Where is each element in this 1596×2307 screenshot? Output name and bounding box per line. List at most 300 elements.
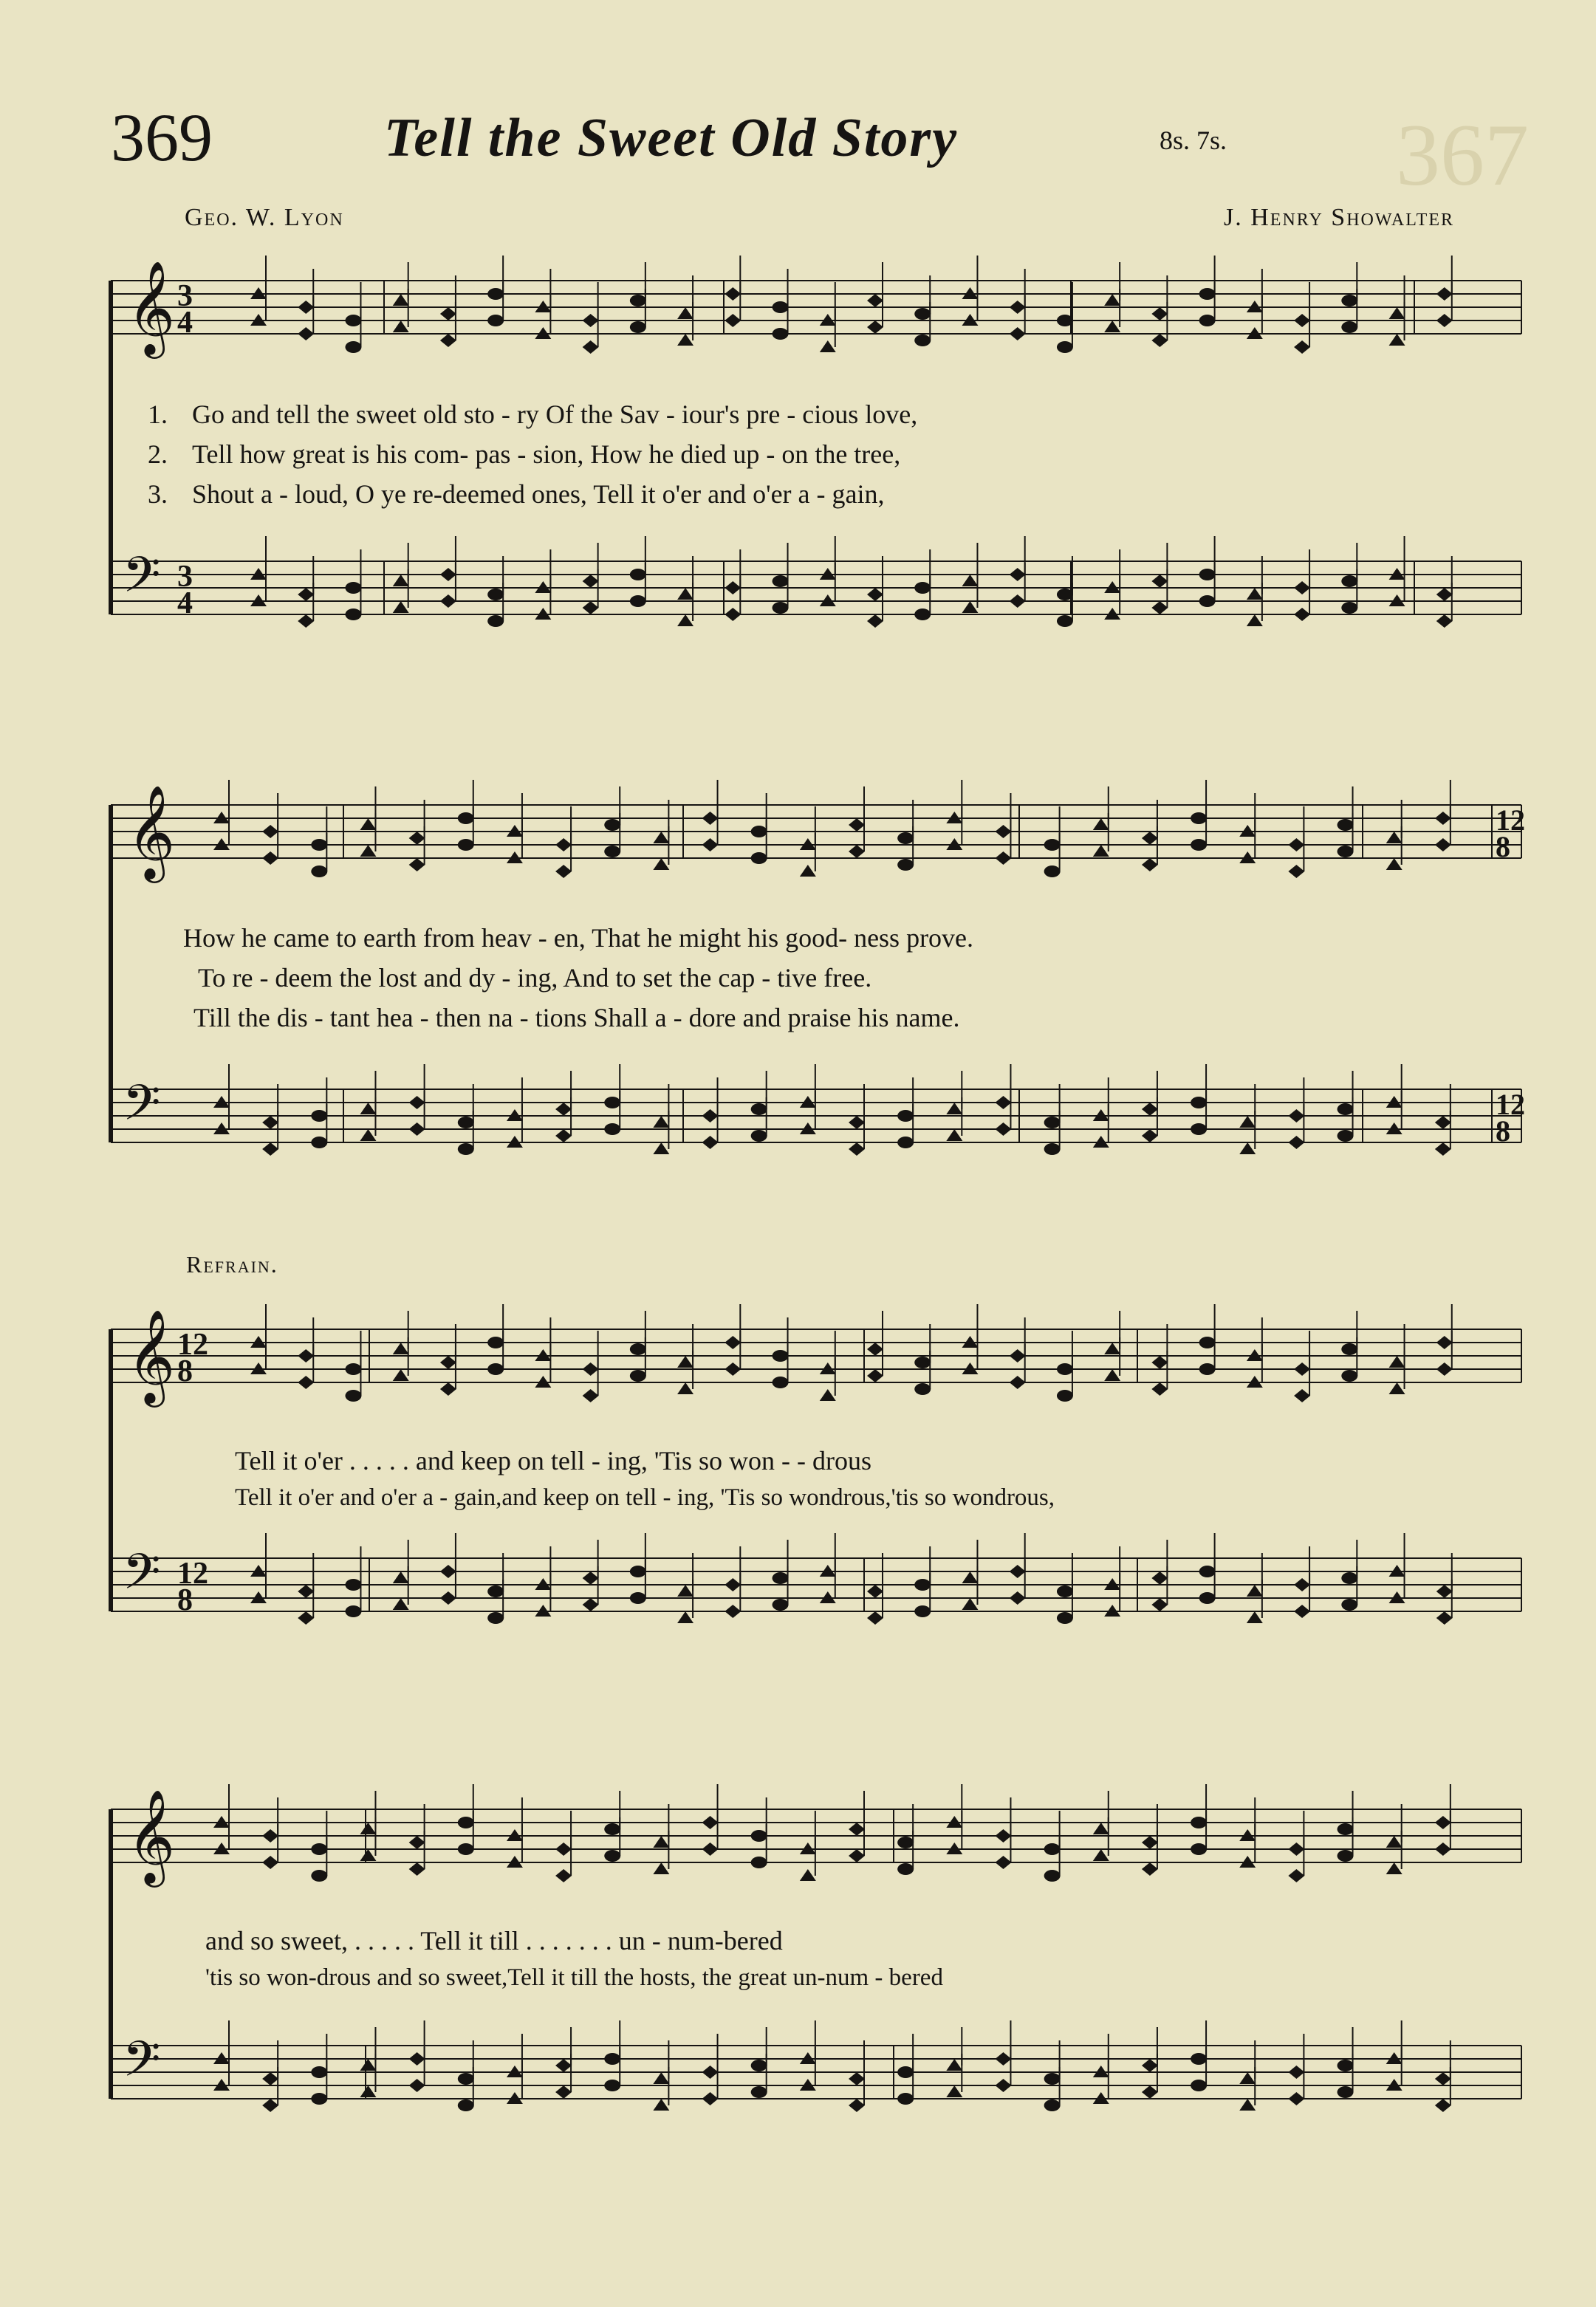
tenor-note: [311, 1110, 327, 1122]
soprano-note: [1341, 1343, 1357, 1355]
bass-note: [393, 601, 409, 613]
soprano-note: [995, 1829, 1011, 1842]
alto-note: [653, 1862, 669, 1874]
soprano-note: [1199, 1337, 1216, 1348]
soprano-note: [773, 301, 789, 313]
bass-note: [487, 1612, 504, 1624]
bass-note: [298, 1611, 314, 1625]
tenor-note: [1057, 589, 1073, 600]
hymn-number: 369: [111, 100, 213, 175]
alto-note: [1044, 865, 1061, 877]
tenor-note: [393, 1571, 409, 1583]
tenor-note: [995, 1096, 1011, 1109]
bass-note: [914, 1605, 931, 1617]
alto-note: [849, 1849, 865, 1862]
tenor-note: [583, 1571, 599, 1585]
soprano-note: [867, 294, 883, 307]
soprano-note: [487, 288, 504, 300]
bass-note: [995, 2079, 1011, 2092]
verse-text: Go and tell the sweet old sto - ry Of the Sav - iour's pre - cious love,: [192, 400, 918, 429]
soprano-note: [1338, 1823, 1354, 1835]
soprano-note: [1142, 832, 1158, 845]
alto-note: [653, 858, 669, 870]
bass-clef: 𝄢: [123, 1543, 161, 1612]
alto-note: [1435, 838, 1451, 851]
alto-note: [1338, 1850, 1354, 1862]
tenor-note: [1288, 1109, 1304, 1122]
treble-clef: 𝄞: [127, 784, 176, 879]
alto-note: [677, 1382, 693, 1394]
bass-note: [1338, 2086, 1354, 2098]
bass-note: [946, 2085, 962, 2097]
bass-note: [360, 1129, 376, 1141]
tenor-note: [298, 1585, 314, 1598]
alto-note: [487, 315, 504, 326]
soprano-note: [725, 1336, 741, 1349]
alto-note: [1341, 1370, 1357, 1382]
soprano-note: [458, 1817, 474, 1828]
hymn-title: Tell the Sweet Old Story: [384, 108, 959, 168]
tenor-note: [487, 589, 504, 600]
bass-note: [1341, 1599, 1357, 1611]
alto-note: [262, 851, 278, 865]
bass-note: [440, 1591, 456, 1605]
tenor-note: [345, 1579, 361, 1591]
tenor-note: [440, 1565, 456, 1578]
bass-note: [962, 1598, 978, 1610]
alto-note: [555, 865, 572, 878]
verse-number: 2.: [148, 439, 168, 469]
soprano-note: [409, 832, 425, 845]
bass-note: [1151, 1598, 1168, 1611]
tenor-note: [653, 1116, 669, 1128]
bass-note: [604, 1123, 620, 1135]
soprano-note: [1386, 1836, 1403, 1848]
alto-note: [1386, 1862, 1403, 1874]
bass-note: [440, 594, 456, 608]
tenor-note: [360, 2059, 376, 2071]
tenor-note: [897, 1110, 914, 1122]
tenor-note: [604, 2053, 620, 2065]
alto-note: [725, 314, 741, 327]
soprano-note: [1341, 295, 1357, 306]
tenor-note: [630, 1566, 646, 1577]
soprano-note: [1435, 812, 1451, 825]
tenor-note: [555, 1103, 572, 1116]
tenor-note: [1341, 575, 1357, 587]
soprano-note: [393, 1343, 409, 1354]
tenor-note: [1057, 1586, 1073, 1597]
alto-note: [1288, 865, 1304, 878]
tenor-note: [677, 588, 693, 600]
refrain-line-2-lower: [205, 1966, 1594, 1990]
hymn-meter: 8s. 7s.: [1160, 126, 1227, 155]
bass-note: [995, 1122, 1011, 1136]
tenor-note: [409, 2052, 425, 2066]
bass-note: [1288, 1136, 1304, 1149]
tenor-note: [914, 582, 931, 594]
alto-note: [1151, 334, 1168, 347]
alto-note: [1104, 1369, 1120, 1381]
alto-note: [995, 1856, 1011, 1869]
tenor-note: [1338, 2060, 1354, 2071]
soprano-note: [311, 839, 327, 851]
soprano-note: [702, 812, 719, 825]
time-signature-bottom: 4: [177, 306, 193, 340]
tenor-note: [311, 2066, 327, 2078]
bass-note: [946, 1129, 962, 1141]
alto-note: [1010, 327, 1026, 340]
refrain-text: and so sweet, . . . . . Tell it till . . . . . . . un - num-bered: [205, 1926, 783, 1955]
alto-note: [1199, 1363, 1216, 1375]
tenor-note: [1435, 2072, 1451, 2085]
soprano-note: [360, 818, 376, 830]
alto-note: [409, 1862, 425, 1876]
bass-note: [345, 609, 361, 620]
bass-note: [725, 608, 741, 621]
alto-note: [1389, 334, 1405, 346]
tenor-note: [849, 2072, 865, 2085]
tenor-note: [1435, 1116, 1451, 1129]
alto-note: [311, 865, 327, 877]
bass-note: [630, 595, 646, 607]
soprano-note: [583, 1362, 599, 1376]
alto-note: [897, 1863, 914, 1875]
tenor-note: [773, 1572, 789, 1584]
tenor-note: [487, 1586, 504, 1597]
alto-note: [1386, 858, 1403, 870]
verse-3-line-2: [193, 1004, 1582, 1031]
alto-note: [773, 1377, 789, 1388]
alto-note: [360, 845, 376, 857]
tenor-note: [1151, 575, 1168, 588]
bass-note: [849, 1142, 865, 1156]
tenor-note: [262, 1116, 278, 1129]
refrain-text: Tell it o'er and o'er a - gain,and keep on tell - ing, 'Tis so wondrous,'tis so wondrous,: [235, 1484, 1055, 1511]
tenor-note: [751, 2060, 767, 2071]
soprano-note: [1199, 288, 1216, 300]
bass-note: [262, 2099, 278, 2112]
alto-note: [360, 1849, 376, 1861]
tenor-note: [1247, 588, 1263, 600]
verse-3-line-1: [148, 481, 1536, 507]
bass-note: [653, 1142, 669, 1154]
bass-note: [897, 2093, 914, 2105]
tenor-note: [440, 568, 456, 581]
verse-2-line-2: [198, 964, 1586, 991]
bass-note: [1247, 1611, 1263, 1623]
soprano-note: [914, 308, 931, 320]
soprano-note: [1010, 301, 1026, 314]
alto-note: [867, 320, 883, 334]
soprano-note: [1151, 1356, 1168, 1369]
soprano-note: [1389, 1356, 1405, 1368]
bass-note: [751, 2086, 767, 2098]
bass-note: [702, 2092, 719, 2105]
tenor-note: [773, 575, 789, 587]
soprano-note: [630, 295, 646, 306]
soprano-note: [1288, 838, 1304, 851]
tenor-note: [262, 2072, 278, 2085]
bleed-through-number: 367: [1396, 106, 1529, 204]
tenor-note: [1199, 569, 1216, 580]
treble-clef: 𝄞: [127, 260, 176, 354]
alto-note: [914, 1383, 931, 1395]
soprano-note: [867, 1343, 883, 1356]
bass-note: [1338, 1130, 1354, 1142]
tenor-note: [1044, 2073, 1061, 2085]
refrain-text: Tell it o'er . . . . . and keep on tell - ing, 'Tis so won - - drous: [235, 1446, 872, 1475]
alto-note: [995, 851, 1011, 865]
tenor-note: [897, 2066, 914, 2078]
alto-note: [1191, 839, 1207, 851]
alto-note: [458, 839, 474, 851]
tenor-note: [1199, 1566, 1216, 1577]
bass-note: [725, 1605, 741, 1618]
soprano-note: [1338, 819, 1354, 831]
alto-note: [1288, 1869, 1304, 1882]
soprano-note: [298, 301, 314, 314]
verse-text: To re - deem the lost and dy - ing, And to set the cap - tive free.: [198, 963, 872, 993]
tenor-note: [962, 575, 978, 586]
tenor-note: [458, 2073, 474, 2085]
alto-note: [1436, 1362, 1453, 1376]
alto-note: [1057, 341, 1073, 353]
alto-note: [298, 327, 314, 340]
tenor-note: [702, 2066, 719, 2079]
tenor-note: [630, 569, 646, 580]
soprano-note: [1142, 1836, 1158, 1849]
bass-note: [1294, 1605, 1310, 1618]
soprano-note: [1093, 818, 1109, 830]
bass-note: [653, 2099, 669, 2111]
bass-note: [630, 1592, 646, 1604]
bass-note: [311, 1137, 327, 1148]
bass-note: [1435, 2099, 1451, 2112]
soprano-note: [897, 1837, 914, 1848]
soprano-note: [604, 819, 620, 831]
refrain-text: 'tis so won-drous and so sweet,Tell it till the hosts, the great un-num - bered: [205, 1964, 943, 1991]
bass-note: [1239, 1142, 1256, 1154]
alto-note: [800, 1869, 816, 1881]
soprano-note: [702, 1816, 719, 1829]
bass-note: [773, 1599, 789, 1611]
alto-note: [555, 1869, 572, 1882]
verse-1-line-1: [148, 401, 1536, 428]
soprano-note: [1010, 1349, 1026, 1362]
soprano-note: [345, 315, 361, 326]
soprano-note: [262, 825, 278, 838]
soprano-note: [914, 1357, 931, 1368]
alto-note: [262, 1856, 278, 1869]
soprano-note: [393, 294, 409, 306]
alto-note: [298, 1376, 314, 1389]
time-signature-top: 3: [177, 279, 193, 313]
soprano-note: [1386, 832, 1403, 843]
bass-note: [702, 1136, 719, 1149]
soprano-note: [1288, 1842, 1304, 1856]
bass-note: [1436, 614, 1453, 628]
verse-text: Till the dis - tant hea - then na - tions Shall a - dore and praise his name.: [193, 1003, 960, 1032]
refrain-label: Refrain.: [186, 1251, 278, 1278]
tenor-note: [995, 2052, 1011, 2066]
bass-note: [311, 2093, 327, 2105]
tenor-note: [1239, 1116, 1256, 1128]
bass-note: [458, 1143, 474, 1155]
alto-note: [1389, 1382, 1405, 1394]
alto-note: [630, 1370, 646, 1382]
tenor-note: [604, 1097, 620, 1108]
bass-note: [1341, 602, 1357, 614]
soprano-note: [409, 1836, 425, 1849]
bass-note: [1435, 1142, 1451, 1156]
bass-note: [773, 602, 789, 614]
alto-note: [1341, 321, 1357, 333]
alto-note: [1191, 1843, 1207, 1855]
bass-note: [914, 609, 931, 620]
bass-note: [1142, 2085, 1158, 2099]
soprano-note: [773, 1350, 789, 1362]
alto-note: [1142, 1862, 1158, 1876]
bass-note: [867, 614, 883, 628]
bass-note: [409, 1122, 425, 1136]
bass-note: [1294, 608, 1310, 621]
tenor-note: [1247, 1585, 1263, 1597]
bass-note: [867, 1611, 883, 1625]
tenor-note: [1288, 2066, 1304, 2079]
tenor-note: [867, 588, 883, 601]
bass-note: [604, 2080, 620, 2091]
soprano-note: [1436, 1336, 1453, 1349]
tenor-note: [1436, 1585, 1453, 1598]
alto-note: [440, 334, 456, 347]
soprano-note: [458, 812, 474, 824]
bass-note: [555, 1129, 572, 1142]
soprano-note: [555, 1842, 572, 1856]
bass-note: [555, 2085, 572, 2099]
time-signature-top: 3: [177, 560, 193, 594]
alto-note: [702, 838, 719, 851]
tenor-note: [1191, 2053, 1207, 2065]
bass-note: [751, 1130, 767, 1142]
tenor-note: [555, 2059, 572, 2072]
verse-2-line-1: [148, 441, 1536, 467]
bass-note: [1436, 1611, 1453, 1625]
bass-note: [897, 1137, 914, 1148]
soprano-note: [1389, 307, 1405, 319]
soprano-note: [1044, 839, 1061, 851]
soprano-note: [360, 1823, 376, 1834]
tenor-note: [725, 1578, 741, 1591]
soprano-note: [345, 1363, 361, 1375]
alto-note: [604, 1850, 620, 1862]
bass-note: [677, 1611, 693, 1623]
alto-note: [1294, 340, 1310, 354]
alto-note: [393, 320, 409, 332]
bass-note: [345, 1605, 361, 1617]
bass-time-change-top: 12: [1496, 1088, 1525, 1121]
soprano-note: [725, 287, 741, 301]
refrain-line-2-upper: [205, 1927, 1594, 1954]
tenor-note: [867, 1585, 883, 1598]
bass-clef: 𝄢: [123, 1074, 161, 1143]
tenor-note: [409, 1096, 425, 1109]
alto-note: [409, 858, 425, 871]
tenor-note: [393, 575, 409, 586]
soprano-note: [1151, 307, 1168, 320]
treble-time-change-top: 12: [1496, 803, 1525, 837]
time-signature-bottom: 8: [177, 1354, 193, 1388]
verse-text: How he came to earth from heav - en, That he might his good- ness prove.: [183, 923, 974, 953]
alto-note: [1142, 858, 1158, 871]
bass-note: [458, 2099, 474, 2111]
bass-note: [487, 615, 504, 627]
soprano-note: [751, 826, 767, 837]
time-signature-bottom: 8: [177, 1583, 193, 1617]
bass-note: [393, 1598, 409, 1610]
tenor-note: [946, 2059, 962, 2071]
tenor-note: [702, 1109, 719, 1122]
bass-note: [677, 614, 693, 626]
bass-clef: 𝄢: [123, 2031, 161, 2099]
bass-note: [849, 2099, 865, 2112]
tenor-note: [1294, 581, 1310, 594]
tenor-note: [345, 582, 361, 594]
alto-note: [820, 1389, 836, 1401]
tenor-note: [1044, 1117, 1061, 1128]
soprano-note: [849, 1823, 865, 1836]
bass-note: [1288, 2092, 1304, 2105]
bass-note: [1057, 615, 1073, 627]
soprano-note: [487, 1337, 504, 1348]
alto-note: [311, 1870, 327, 1882]
soprano-note: [1294, 314, 1310, 327]
alto-note: [604, 846, 620, 857]
tenor-note: [1151, 1571, 1168, 1585]
tenor-note: [1142, 1103, 1158, 1116]
soprano-note: [751, 1830, 767, 1842]
soprano-note: [1057, 315, 1073, 326]
bass-note: [1044, 2099, 1061, 2111]
soprano-note: [1191, 1817, 1207, 1828]
tenor-note: [360, 1103, 376, 1114]
soprano-note: [653, 1836, 669, 1848]
bass-note: [1247, 614, 1263, 626]
bass-note: [409, 2079, 425, 2092]
tenor-note: [914, 1579, 931, 1591]
soprano-note: [1436, 287, 1453, 301]
soprano-note: [849, 818, 865, 832]
alto-note: [583, 1389, 599, 1402]
alto-note: [677, 334, 693, 346]
soprano-note: [1044, 1843, 1061, 1855]
soprano-note: [897, 832, 914, 844]
soprano-note: [555, 838, 572, 851]
treble-clef: 𝄞: [127, 1789, 176, 1883]
alto-note: [751, 1857, 767, 1868]
soprano-note: [262, 1829, 278, 1842]
bass-note: [583, 601, 599, 614]
soprano-note: [1093, 1823, 1109, 1834]
bass-time-change-bottom: 8: [1496, 1114, 1510, 1148]
soprano-note: [1057, 1363, 1073, 1375]
alto-note: [1294, 1389, 1310, 1402]
tenor-note: [1142, 2059, 1158, 2072]
alto-note: [849, 845, 865, 858]
time-signature-bottom: 4: [177, 586, 193, 620]
bass-note: [583, 1598, 599, 1611]
soprano-note: [1435, 1816, 1451, 1829]
